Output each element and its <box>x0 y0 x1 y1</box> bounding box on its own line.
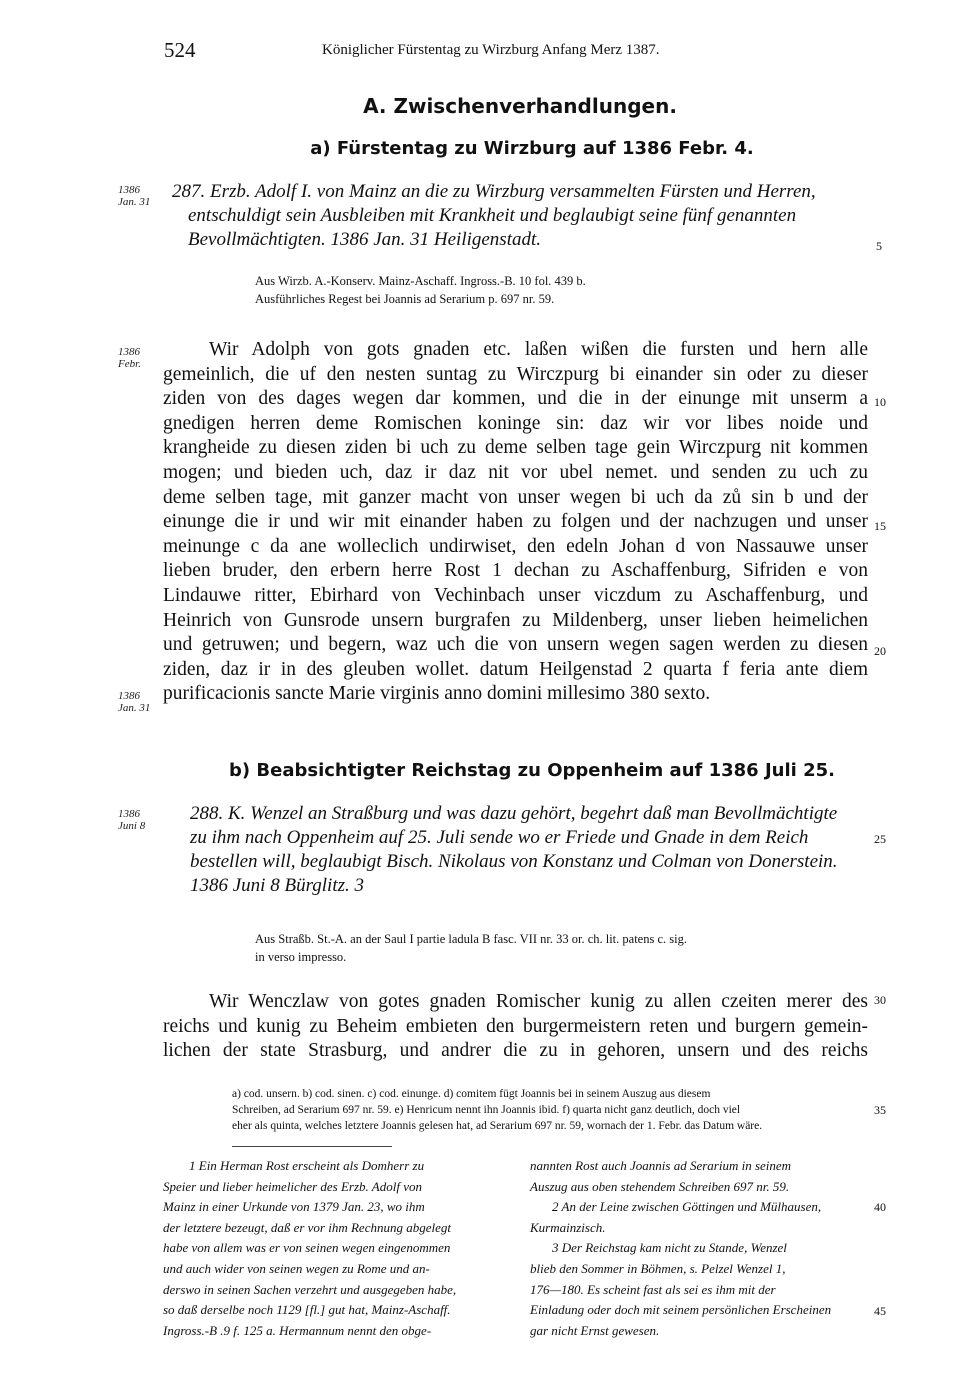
regest-287: 287. Erzb. Adolf I. von Mainz an die zu Wirzburg versammelten Fürsten und Herren, entschuldigt sein Ausbleiben mit Krankheit und beglaubigt seine fünf genannten Bevollmächtigten. 1386 Jan. 31 Heiligenstadt. <box>172 181 816 250</box>
source-288: Aus Straßb. St.-A. an der Saul I partie ladula B fasc. VII nr. 33 or. ch. lit. patens c. sig. in verso impresso. <box>255 932 687 964</box>
margin-date-287-text: 1386 Febr. <box>118 346 141 370</box>
section-b-subtitle: b) Beabsichtigter Reichstag zu Oppenheim auf 1386 Juli 25. <box>229 760 835 781</box>
margin-date-287-end: 1386 Jan. 31 <box>118 690 151 714</box>
line-number-20: 20 <box>874 644 886 658</box>
footnotes-left: 1 Ein Herman Rost erscheint als Domherr zu Speier und lieber heimelicher des Erzb. Adolf von Mainz in einer Urkunde von 1379 Jan. 23, wo ihm der letztere bezeugt, daß er vor ihm Rechnung abgelegt habe von allem was er von seinen wegen eingenommen und auch wider von seinen wegen zu Rome und an- derswo in seinen Sachen verzehrt und ausgegeben habe, so daß derselbe noch 1129 [fl.] gut hat, Mainz-Aschaff. Ingross.-B .9 f. 125 a. Hermannum nennt den obge- <box>163 1158 457 1338</box>
running-title: Königlicher Fürstentag zu Wirzburg Anfang Merz 1387. <box>322 42 660 58</box>
margin-date-287: 1386 Jan. 31 <box>118 184 151 208</box>
line-number-5: 5 <box>876 239 882 253</box>
page-number: 524 <box>164 38 196 62</box>
text-287: Wir Adolph von gots gnaden etc. laßen wißen die fursten und hern alle gemeinlich, die uf den nesten suntag zu Wirczpurg bi einander sin oder zu dieser ziden von des dages wegen dar kommen, und die in der einunge mit unserm a gnedigen herren deme Romischen koninge sin: daz wir vor libes noide und krangheide zu diesen ziden bi uch zu deme selben tage gein Wirczpurg nit kommen mogen; und bieden uch, daz ir daz nit vor ubel nemet. und senden zu uch zu deme selben tage, mit ganzer macht von unser wegen bi uch da zů sin b und der einunge die ir und wir mit einander haben zu folgen und der nachzugen und unser meinunge c da ane wolleclich undirwiset, den edeln Johan d von Nassauwe unser lieben bruder, den erbern herre Rost 1 dechan zu Aschaffenburg, Sifriden e von Lindauwe ritter, Ebirhard von Vechinbach unser viczdum zu Aschaffenburg, und Heinrich von Gunsrode unsern burgrafen zu Mildenberg, unser lieben heimelichen und getruwen; und begern, waz uch die von unsern wegen sagen werden zu diesen ziden, daz ir in des gleuben wollet. datum Heilgenstad 2 quarta f feria ante diem purificacionis sancte Marie virginis anno domini millesimo 380 sexto. <box>163 339 868 705</box>
line-number-30: 30 <box>874 993 886 1007</box>
text-288: Wir Wenczlaw von gotes gnaden Romischer kunig zu allen czeiten merer des reichs und kunig zu Beheim embieten den burgermeistern reten und burgern gemein- lichen der state Strasburg, und andrer die zu in gehoren, unsern und des reichs <box>163 991 868 1062</box>
regest-288: 288. K. Wenzel an Straßburg und was dazu gehört, begehrt daß man Bevollmächtigte zu ihm nach Oppenheim auf 25. Juli sende wo er Friede und Gnade in dem Reich bestellen will, beglaubigt Bisch. Nikolaus von Konstanz und Colman von Donerstein. 1386 Juni 8 Bürglitz. 3 <box>190 803 838 896</box>
section-a-title: A. Zwischenverhandlungen. <box>363 94 677 118</box>
line-number-45: 45 <box>874 1304 886 1318</box>
line-number-35: 35 <box>874 1103 886 1117</box>
line-number-10: 10 <box>874 395 886 409</box>
source-287: Aus Wirzb. A.-Konserv. Mainz-Aschaff. Ingross.-B. 10 fol. 439 b. Ausführliches Regest bei Joannis ad Serarium p. 697 nr. 59. <box>255 274 586 306</box>
margin-date-288: 1386 Juni 8 <box>118 808 146 832</box>
footnotes-right: nannten Rost auch Joannis ad Serarium in seinem Auszug aus oben stehendem Schreiben 697 nr. 59. 2 An der Leine zwischen Göttingen und Mülhausen, Kurmainzisch. 3 Der Reichstag kam nicht zu Stande, Wenzel blieb den Sommer in Böhmen, s. Pelzel Wenzel 1, 176—180. Es scheint fast als sei es ihm mit der Einladung oder doch mit seinem persönlichen Erscheinen gar nicht Ernst gewesen. <box>530 1158 832 1338</box>
section-a-subtitle: a) Fürstentag zu Wirzburg auf 1386 Febr. 4. <box>310 138 754 159</box>
footnote-rule <box>232 1146 392 1147</box>
line-number-15: 15 <box>874 519 886 533</box>
critical-apparatus: a) cod. unsern. b) cod. sinen. c) cod. einunge. d) comitem fügt Joannis bei in seinem Auszug aus diesem Schreiben, ad Serarium 697 nr. 59. e) Henricum nennt ihn Joannis ibid. f) quarta nicht ganz deutlich, doch viel eher als quinta, welches letztere Joannis gelesen hat, ad Serarium 697 nr. 59, wornach der 1. Febr. das Datum wäre. <box>232 1088 763 1132</box>
line-number-25: 25 <box>874 832 886 846</box>
line-number-40: 40 <box>874 1200 886 1214</box>
